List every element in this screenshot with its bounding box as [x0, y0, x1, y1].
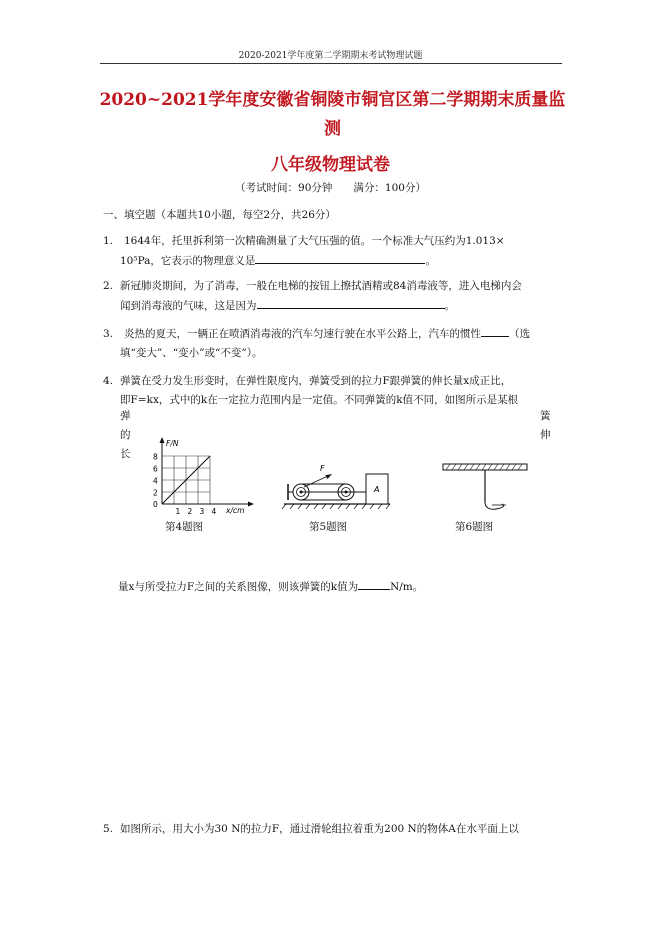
- answer-blank[interactable]: [358, 577, 390, 590]
- figure-4-chart: [140, 436, 255, 516]
- y-tick-label: 8: [153, 452, 158, 462]
- wrap-char: 长: [120, 448, 131, 460]
- figure-4-caption: 第4题图: [165, 521, 204, 533]
- header-rule: [100, 63, 562, 64]
- question-text: 10⁵Pa，它表示的物理意义是: [120, 255, 256, 267]
- wrap-char: 弹: [120, 410, 131, 422]
- x-tick-label: 1: [175, 507, 181, 516]
- question-text: （选: [509, 328, 530, 340]
- question-text: 炎热的夏天，一辆正在喷洒消毒液的汽车匀速行驶在水平公路上，汽车的惯性: [124, 328, 481, 340]
- figure-6-apparatus: [440, 460, 530, 514]
- main-title-line2: 测: [324, 119, 341, 139]
- section-heading: 一、填空题（本题共10小题，每空2分，共26分）: [103, 209, 336, 221]
- x-tick-label: 2: [187, 507, 193, 516]
- wrap-char: 簧: [540, 410, 551, 422]
- sub-title: 八年级物理试卷: [271, 155, 390, 175]
- question-text: 。: [425, 255, 436, 267]
- question-1: [103, 232, 565, 271]
- question-text: 1644年，托里拆利第一次精确测量了大气压强的值。一个标准大气压约为1.013×: [124, 235, 505, 247]
- main-title-line1: 2020~2021学年度安徽省铜陵市铜官区第二学期期末质量监: [99, 90, 566, 110]
- ground-hatching: [282, 504, 390, 509]
- page-header: 2020-2021学年度第二学期期末考试物理试题: [238, 51, 423, 61]
- question-5: [103, 820, 565, 839]
- force-label: F: [320, 464, 325, 473]
- answer-blank[interactable]: [255, 251, 425, 264]
- y-tick-label: 4: [153, 476, 158, 486]
- question-2: [103, 277, 565, 316]
- main-title: [95, 86, 570, 144]
- question-4: [103, 372, 565, 410]
- figure-6-caption: 第6题图: [455, 521, 494, 533]
- hook: [485, 502, 504, 509]
- y-tick-label: 6: [153, 464, 158, 474]
- wrap-char: 伸: [540, 429, 551, 441]
- figure-5-caption: 第5题图: [309, 521, 348, 533]
- figure-5-pulley: [280, 462, 392, 512]
- answer-blank[interactable]: [481, 324, 509, 337]
- question-number: 4.: [103, 375, 114, 387]
- block-label: A: [374, 485, 380, 494]
- question-text: 填“变大”、“变小”或“不变”）。: [120, 347, 263, 359]
- question-text: 新冠肺炎期间，为了消毒，一般在电梯的按钮上擦拭酒精或84消毒液等，进入电梯内会: [120, 280, 522, 292]
- exam-info: （考试时间：90分钟 满分：100分）: [235, 182, 426, 194]
- question-number: 5.: [103, 823, 114, 835]
- question-text: 。: [444, 300, 455, 312]
- y-axis-label: F/N: [166, 439, 179, 448]
- question-number: 1.: [103, 235, 114, 247]
- x-tick-label: 3: [199, 507, 205, 516]
- question-text: 量x与所受拉力F之间的关系图像，则该弹簧的k值为: [118, 581, 359, 593]
- wrap-char: 的: [120, 429, 131, 441]
- x-axis-arrow: [248, 502, 254, 507]
- question-text: 即F=kx，式中的k在一定拉力范围内是一定值。不同弹簧的k值不同，如图所示是某根: [120, 394, 519, 406]
- question-text: 弹簧在受力发生形变时，在弹性限度内，弹簧受到的拉力F跟弹簧的伸长量x成正比，: [120, 375, 512, 387]
- x-tick-label: 4: [211, 507, 217, 516]
- question-number: 3.: [103, 328, 114, 340]
- x-axis-label: x/cm: [226, 506, 245, 515]
- question-number: 2.: [103, 280, 114, 292]
- question-text: 闻到消毒液的气味，这是因为: [120, 300, 257, 312]
- y-axis-arrow: [160, 437, 165, 443]
- pull-rope: [304, 475, 330, 487]
- answer-blank[interactable]: [257, 296, 445, 309]
- force-arrow: [326, 474, 333, 479]
- question-4-continued: [118, 577, 565, 597]
- question-3: [103, 324, 565, 363]
- origin-label: 0: [153, 500, 158, 509]
- question-text: 如图所示，用大小为30 N的拉力F，通过滑轮组拉着重为200 N的物体A在水平面上以: [120, 823, 519, 835]
- question-text: N/m。: [390, 581, 424, 593]
- y-tick-label: 2: [153, 488, 158, 498]
